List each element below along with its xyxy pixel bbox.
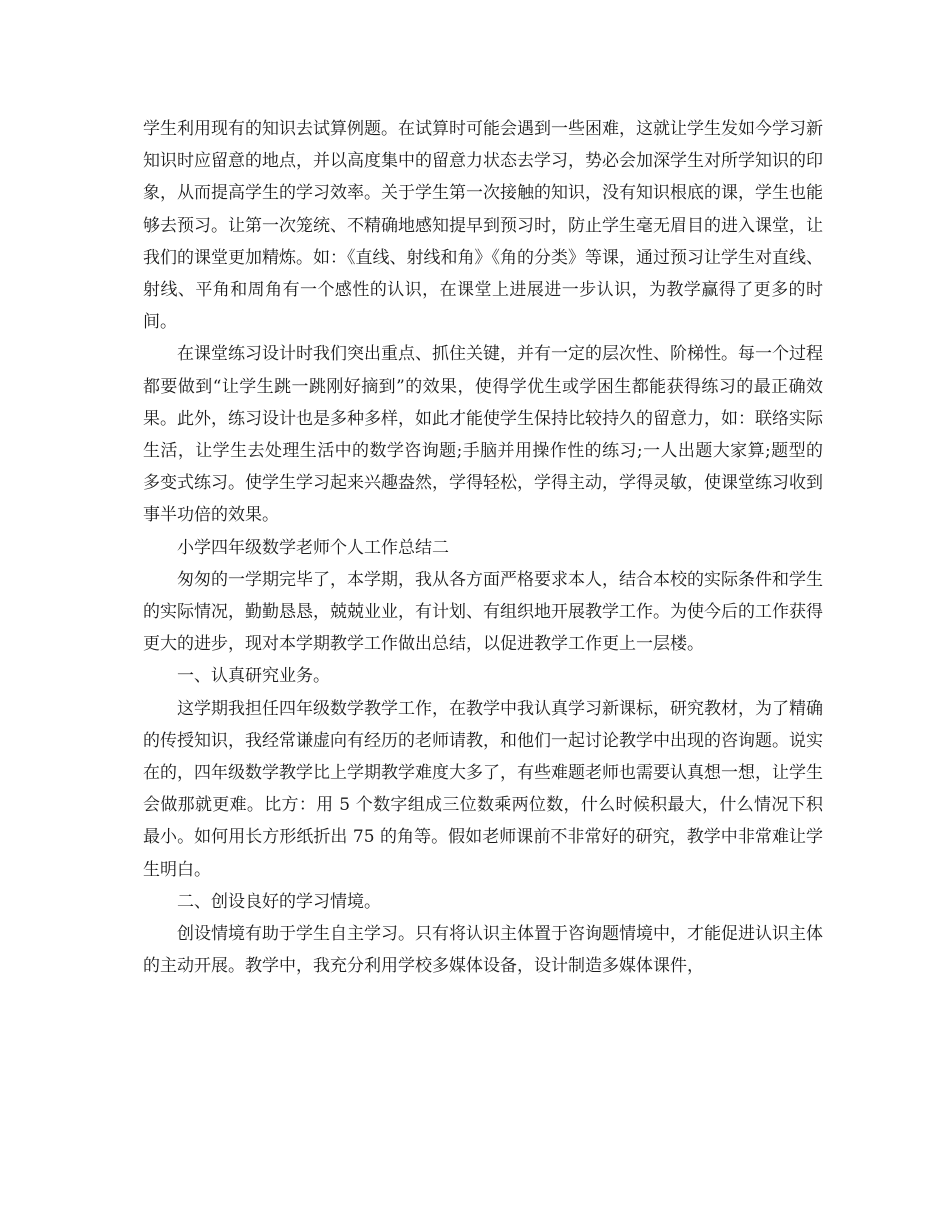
heading-2: 二、创设良好的学习情境。 [177, 891, 381, 912]
section-title: 小学四年级数学老师个人工作总结二 [177, 537, 449, 558]
paragraph-1: 学生利用现有的知识去试算例题。在试算时可能会遇到一些困难，这就让学生发如今学习新知识时应留意的地点，并以高度集中的留意力状态去学习，势必会加深学生对所学知识的印象，从而提高学生的学习效率。关于学生第一次接触的知识，没有知识根底的课，学生也能够去预习。让第一次笼统、不精确地感知提早到预习时，防止学生毫无眉目的进入课堂，让我们的课堂更加精炼。如：《直线、射线和角》《角的分类》等课，通过预习让学生对直线、射线、平角和周角有一个感性的认识，在课堂上进展进一步认识，为教学赢得了更多的时间。 [143, 119, 823, 333]
heading-1: 一、认真研究业务。 [177, 666, 330, 687]
document-body [143, 113, 823, 982]
paragraph-3: 匆匆的一学期完毕了，本学期，我从各方面严格要求本人，结合本校的实际条件和学生的实际情况，勤勤恳恳，兢兢业业，有计划、有组织地开展教学工作。为使今后的工作获得更大的进步，现对本学期教学工作做出总结，以促进教学工作更上一层楼。 [143, 569, 823, 655]
paragraph-2: 在课堂练习设计时我们突出重点、抓住关键，并有一定的层次性、阶梯性。每一个过程都要做到“让学生跳一跳刚好摘到”的效果，使得学优生或学困生都能获得练习的最正确效果。此外，练习设计也是多种多样，如此才能使学生保持比较持久的留意力，如：联络实际生活，让学生去处理生活中的数学咨询题;手脑并用操作性的练习;一人出题大家算;题型的多变式练习。使学生学习起来兴趣盎然，学得轻松，学得主动，学得灵敏，使课堂练习收到事半功倍的效果。 [143, 344, 823, 526]
paragraph-5: 创设情境有助于学生自主学习。只有将认识主体置于咨询题情境中，才能促进认识主体的主动开展。教学中，我充分利用学校多媒体设备，设计制造多媒体课件， [143, 924, 823, 977]
paragraph-4: 这学期我担任四年级数学教学工作，在教学中我认真学习新课标，研究教材，为了精确的传授知识，我经常谦虚向有经历的老师请教，和他们一起讨论教学中出现的咨询题。说实在的，四年级数学教学比上学期教学难度大多了，有些难题老师也需要认真想一想，让学生会做那就更难。比方：用 5 个数字组成三位数乘两位数，什么时候积最大，什么情况下积最小。如何用长方形纸折出 75 的角等。假如老师课前不非常好的研究，教学中非常难让学生明白。 [143, 698, 823, 880]
